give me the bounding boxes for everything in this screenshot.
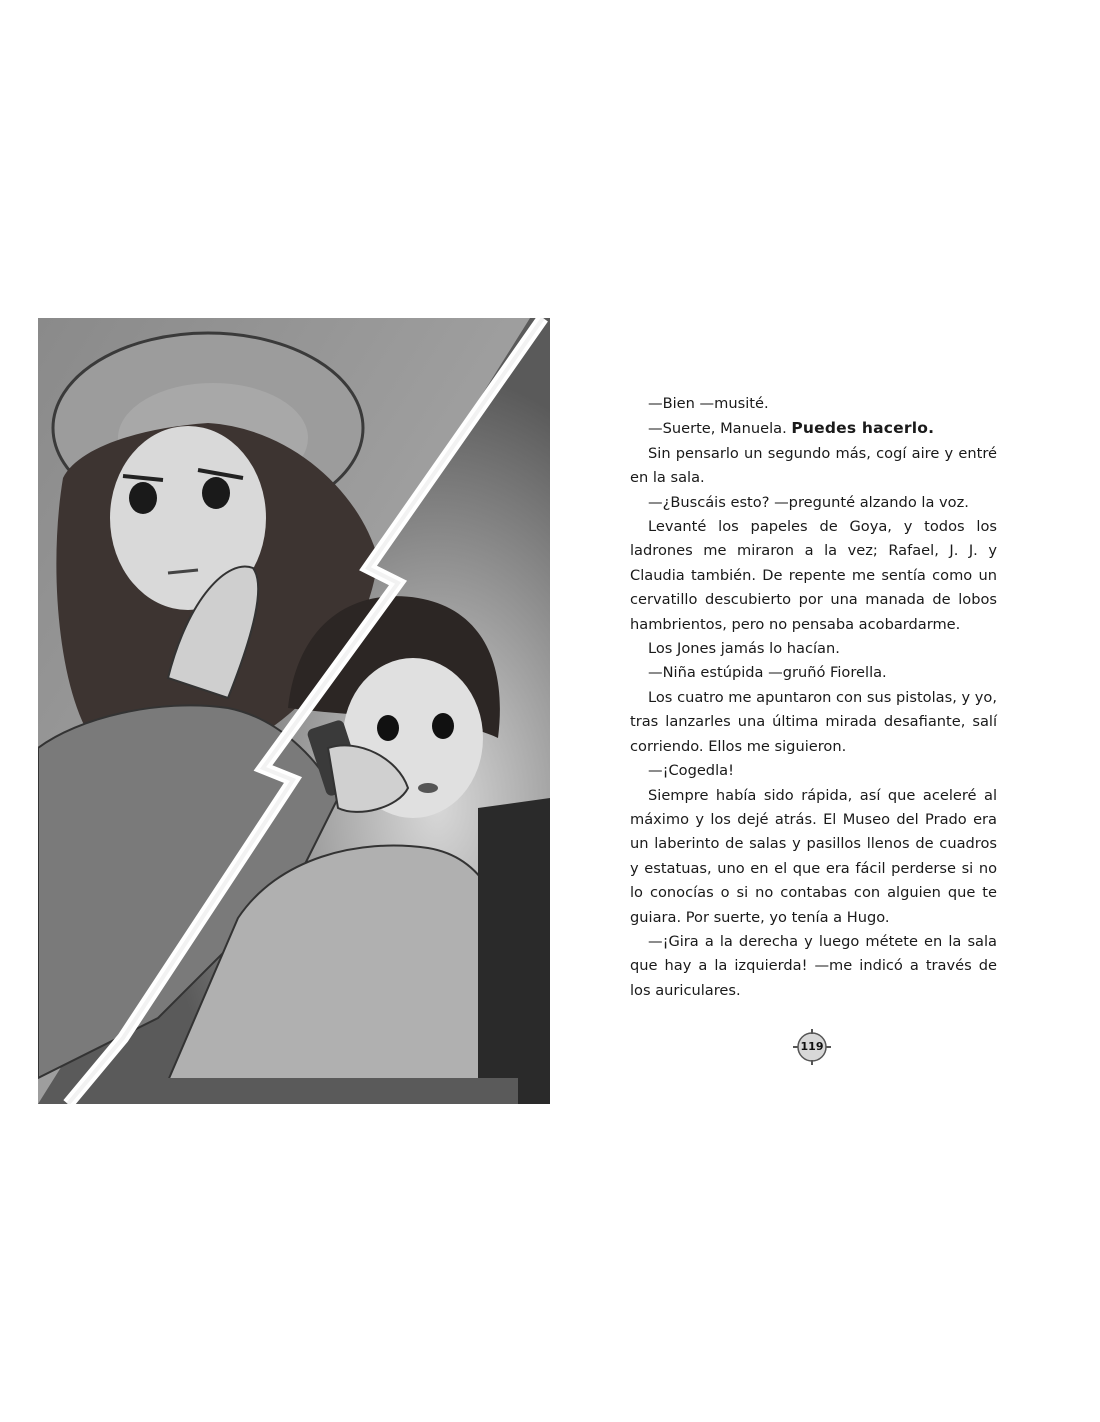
- paragraph: Sin pensarlo un segundo más, cogí aire y entré en la sala.: [630, 444, 997, 487]
- chapter-illustration: [38, 318, 550, 1104]
- paragraph: —¡Cogedla!: [648, 762, 734, 780]
- paragraph: Siempre había sido rápida, así que aceleré al máximo y los dejé atrás. El Museo del Prado era un laberinto de salas y pasillos llenos de cuadros y estatuas, uno en el que era fácil perderse si no lo conocías o si no contabas con alguien que te guiara. Por suerte, yo tenía a Hugo.: [630, 786, 997, 926]
- paragraph: —¡Gira a la derecha y luego métete en la sala que hay a la izquierda! —me indicó a través de los auriculares.: [630, 932, 997, 999]
- page-number: 119: [800, 1040, 824, 1053]
- paragraph: —¿Buscáis esto? —pregunté alzando la voz.: [648, 493, 969, 511]
- paragraph: Los cuatro me apuntaron con sus pistolas, y yo, tras lanzarles una última mirada desafiante, salí corriendo. Ellos me siguieron.: [630, 688, 997, 755]
- illustration-artwork: [38, 318, 550, 1104]
- paragraph: —Niña estúpida —gruñó Fiorella.: [648, 664, 887, 682]
- paragraph: —Bien —musité.: [648, 395, 769, 412]
- emphasized-phrase: Puedes hacerlo.: [791, 419, 935, 438]
- story-text: [630, 392, 997, 1003]
- page-number-badge: [792, 1029, 832, 1065]
- paragraph: Levanté los papeles de Goya, y todos los ladrones me miraron a la vez; Rafael, J. J. y Claudia también. De repente me sentía como un cervatillo descubierto por una manada de lobos hambrientos, pero no pensaba acobardarme.: [630, 518, 997, 633]
- paragraph: —Suerte, Manuela. Puedes hacerlo.: [648, 419, 935, 438]
- paragraph: Los Jones jamás lo hacían.: [648, 640, 840, 658]
